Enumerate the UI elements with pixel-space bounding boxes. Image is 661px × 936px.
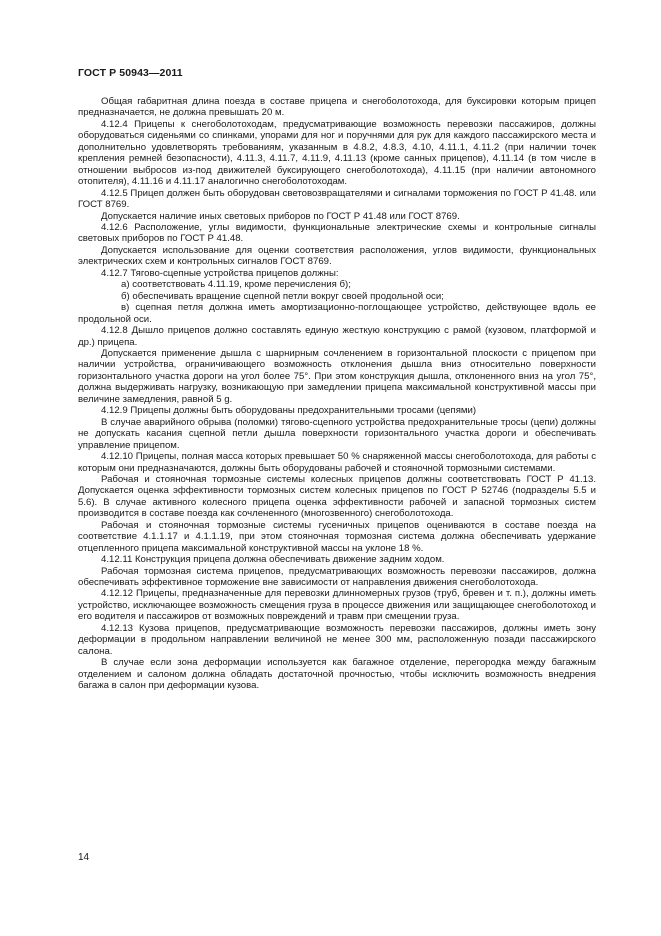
paragraph-4-12-7: 4.12.7 Тягово-сцепные устройства прицепов должны:: [101, 267, 339, 279]
paragraph: Общая габаритная длина поезда в составе прицепа и снегоболотохода, для буксировки которым прицеп предназначается, не должна превышать 20 м.: [78, 96, 596, 119]
list-item-b: б) обеспечивать вращение сцепной петли вокруг своей продольной оси;: [121, 290, 444, 302]
paragraph: Рабочая и стояночная тормозные системы гусеничных прицепов оцениваются в составе поезда на соответствие 4.1.1.17 и 4.1.1.19, при этом стояночная тормозная система должна обеспечивать удержание отцепленного прицепа максимальной конструктивной массы на уклоне 18 %.: [78, 519, 596, 554]
paragraph: Рабочая тормозная система прицепов, предусматривающих возможность перевозки пассажиров, должна обеспечивать эффективное торможение вне зависимости от направления движения снегоболотохода.: [78, 565, 596, 589]
list-item-a: а) соответствовать 4.11.19, кроме перечисления б);: [121, 279, 351, 291]
list-item-c: в) сцепная петля должна иметь амортизационно-поглощающее устройство, действующее вдоль ее продольной оси.: [78, 302, 596, 325]
paragraph-4-12-13: 4.12.13 Кузова прицепов, предусматривающие возможность перевозки пассажиров, должны иметь зону деформации в продольном направлении величиной не менее 300 мм, расположенную позади пассажирского салона.: [78, 622, 596, 657]
paragraph-4-12-6: 4.12.6 Расположение, углы видимости, функциональные электрические схемы и контрольные сигналы световых приборов по ГОСТ Р 41.48.: [78, 221, 596, 245]
paragraph-4-12-8: 4.12.8 Дышло прицепов должно составлять единую жесткую конструкцию с рамой (кузовом, платформой и др.) прицепа.: [78, 325, 596, 348]
paragraph: В случае аварийного обрыва (поломки) тягово-сцепного устройства предохранительные тросы (цепи) должны не допускать касания сцепной петли дышла поверхности горизонтального участка дороги и обеспечивать управление прицепом.: [78, 416, 596, 451]
page-number: 14: [78, 852, 90, 863]
paragraph: Допускается использование для оценки соответствия расположения, углов видимости, функциональных электрических схем и контрольных сигналов ГОСТ 8769.: [78, 244, 596, 268]
paragraph: Рабочая и стояночная тормозные системы колесных прицепов должны соответствовать ГОСТ Р 41.13. Допускается оценка эффективности тормозных систем колесных прицепов по ГОСТ Р 52746 (подразделы 5.5 и 5.6). В случае активного колесного прицепа оценка эффективности рабочей и запасной тормозных систем производится в составе поезда как сочлененного (многозвенного) снегоболотохода.: [78, 473, 596, 520]
paragraph-4-12-10: 4.12.10 Прицепы, полная масса которых превышает 50 % снаряженной массы снегоболотохода, для работы с которым они предназначаются, должны быть оборудованы рабочей и стояночной тормозными системами.: [78, 451, 596, 474]
paragraph: Допускается наличие иных световых приборов по ГОСТ Р 41.48 или ГОСТ 8769.: [101, 210, 460, 222]
paragraph: В случае если зона деформации используется как багажное отделение, перегородка между багажным отделением и салоном должна обладать достаточной прочностью, чтобы исключить возможность внедрения багажа в салон при деформации кузова.: [78, 657, 596, 692]
page-header-standard: ГОСТ Р 50943—2011: [78, 67, 183, 79]
paragraph-4-12-12: 4.12.12 Прицепы, предназначенные для перевозки длинномерных грузов (труб, бревен и т. п.), должны иметь устройство, исключающее возможность смещения груза в процессе движения или защищающее снегоболотоход и его водителя и пассажиров от возможных повреждений и травм при смещении груза.: [78, 588, 596, 623]
paragraph-4-12-4: 4.12.4 Прицепы к снегоболотоходам, предусматривающие возможность перевозки пассажиров, должны оборудоваться сиденьями со спинками, упорами для ног и поручнями для рук для каждого пассажирского места и дополнительно удовлетворять требованиям, указанным в 4.8.2, 4.8.3, 4.10, 4.11.1, 4.11.2 (при наличии точек крепления ремней безопасности), 4.11.3, 4.11.7, 4.11.9, 4.11.13 (кроме санных прицепов), 4.11.14 (в том числе в отношении выбросов из-под движителей буксирующего снегоболотохода), 4.11.15 (при наличии автономного отопителя), 4.11.16 и 4.11.17 аналогично снегоболотоходам.: [78, 118, 596, 188]
paragraph-4-12-5: 4.12.5 Прицеп должен быть оборудован световозвращателями и сигналами торможения по ГОСТ Р 41.48. или ГОСТ 8769.: [78, 187, 596, 211]
paragraph-4-12-9: 4.12.9 Прицепы должны быть оборудованы предохранительными тросами (цепями): [101, 405, 477, 417]
document-body: [78, 96, 596, 692]
paragraph-4-12-11: 4.12.11 Конструкция прицепа должна обеспечивать движение задним ходом.: [101, 554, 445, 566]
paragraph: Допускается применение дышла с шарнирным сочленением в горизонтальной плоскости с прицепом при наличии устройства, ограничивающего возможность отклонения дышла вниз относительно поверхности горизонтального участка дороги на угол более 75°. При этом конструкция дышла, отклоненного вниз на угол 75°, должна выдерживать нагрузку, возникающую при замедлении прицепа максимальной конструктивной массы при величине замедления, равной 5 g.: [78, 347, 596, 405]
